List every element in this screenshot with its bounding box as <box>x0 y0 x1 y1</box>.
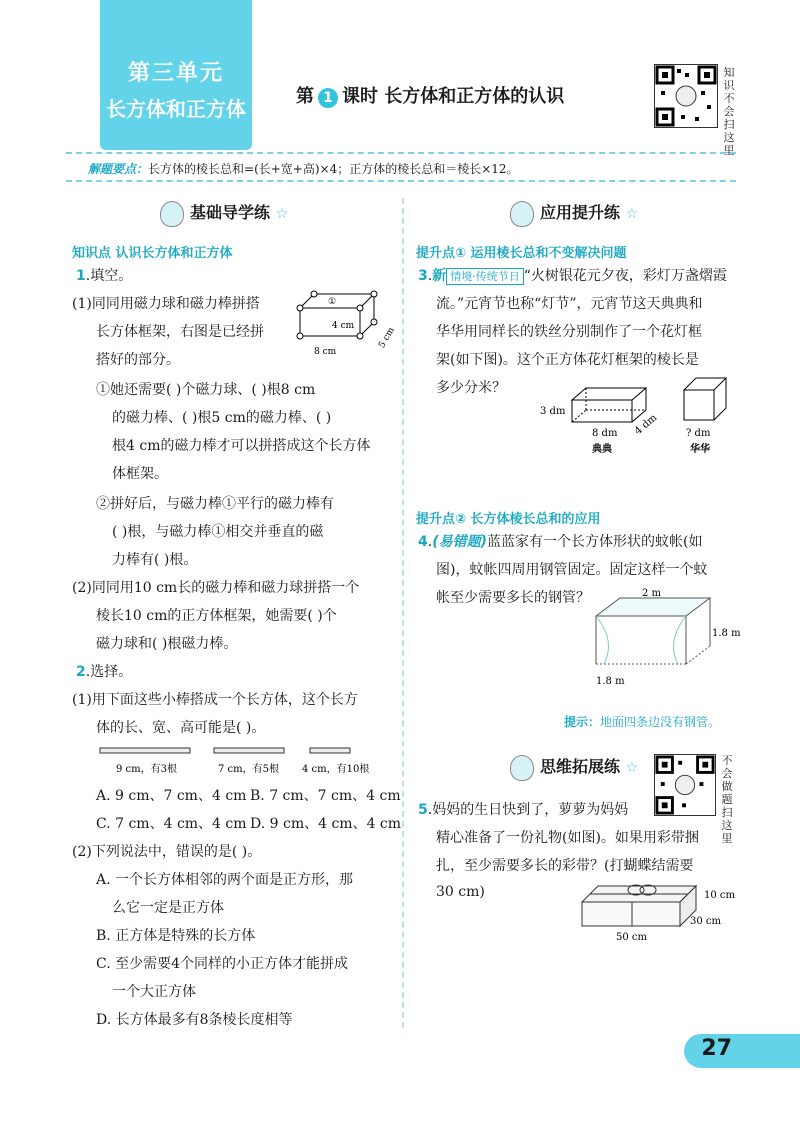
q5-line: 5.妈妈的生日快到了，萝萝为妈妈 <box>418 802 629 818</box>
stick-label: 7 cm，有5根 <box>218 764 279 775</box>
statement-b: B. 正方体是特殊的长方体 <box>96 928 256 944</box>
section-title-basic: 基础导学练 ☆ <box>160 200 288 227</box>
cube-edge-label: ? dm <box>686 428 711 439</box>
net-height-label: 1.8 m <box>712 628 741 639</box>
q5-line: 精心准备了一份礼物(如图)。如果用彩带捆 <box>436 830 699 846</box>
knowledge-point: 知识点 认识长方体和正方体 <box>72 246 233 261</box>
stick-label: 9 cm，有3根 <box>116 764 177 775</box>
q1: 1.填空。 <box>76 268 133 284</box>
lantern-length-label: 8 dm <box>592 428 618 439</box>
mascot-icon <box>510 755 534 781</box>
q2-1: (1)用下面这些小棒搭成一个长方体，这个长方 <box>72 692 358 708</box>
sticks-figure <box>96 744 396 780</box>
star-icon: ☆ <box>275 206 289 222</box>
q1-1-line: (1)同同用磁力球和磁力棒拼搭 <box>72 296 260 312</box>
q5-line: 30 cm) <box>436 884 485 900</box>
width-label: 5 cm <box>377 325 397 350</box>
unit-name: 长方体和正方体 <box>106 97 246 121</box>
name-huahua: 华华 <box>690 444 710 455</box>
q1-1-ii: ( )根，与磁力棒①相交并垂直的磁 <box>112 524 324 540</box>
q4-line: 图)，蚊帐四周用钢管固定。固定这样一个蚊 <box>436 562 708 578</box>
q1-1-i: 的磁力棒、( )根5 cm的磁力棒、( ) <box>112 410 332 426</box>
q4-line: 4.(易错题)蓝蓝家有一个长方体形状的蚊帐(如 <box>418 534 703 550</box>
q1-1-i: 体框架。 <box>112 466 168 482</box>
box-width-label: 30 cm <box>690 916 721 927</box>
q1-1-ii: 力棒有( )根。 <box>112 552 198 568</box>
q1-1-i: 根4 cm的磁力棒才可以拼搭成这个长方体 <box>112 438 371 454</box>
q2-1: 体的长、宽、高可能是( )。 <box>96 720 266 736</box>
net-width-label: 1.8 m <box>596 676 625 687</box>
q3-line: 多少分米？ <box>436 380 506 396</box>
option-a: A. 9 cm、7 cm、4 cm <box>96 788 247 804</box>
q1-1-line: 长方体框架，右图是已经拼 <box>96 324 264 340</box>
length-label: 8 cm <box>314 347 337 357</box>
box-length-label: 50 cm <box>616 932 647 943</box>
lesson-title: 第 1 课时 长方体和正方体的认识 <box>296 86 565 107</box>
q1-2: 棱长10 cm的正方体框架，她需要( )个 <box>96 608 337 624</box>
improvement-point-2: 提升点② 长方体棱长总和的应用 <box>416 512 601 527</box>
q1-1-ii: ②拼好后，与磁力棒①平行的磁力棒有 <box>96 496 334 512</box>
qr-side-label: 知识不会扫这里 <box>723 66 735 157</box>
section-title-apply: 应用提升练 ☆ <box>510 200 638 227</box>
height-label: 4 cm <box>332 321 355 331</box>
lantern-frames-figure <box>536 370 746 460</box>
mascot-icon <box>510 201 534 227</box>
lantern-height-label: 3 dm <box>540 406 566 417</box>
q4-line: 帐至少需要多长的钢管？ <box>436 590 590 606</box>
section-title-extend: 思维拓展练 ☆ <box>510 754 638 781</box>
page-number: 27 <box>701 1036 732 1061</box>
q3-line: 架(如下图)。这个正方体花灯框架的棱长是 <box>436 352 699 368</box>
unit-number: 第三单元 <box>127 61 224 86</box>
mascot-icon <box>160 201 184 227</box>
mosquito-net-figure <box>576 586 746 690</box>
q2-2: (2)下列说法中，错误的是( )。 <box>72 844 262 860</box>
statement-d: D. 长方体最多有8条棱长度相等 <box>96 1012 293 1028</box>
edge-mark-1: ① <box>328 297 337 307</box>
column-divider <box>402 198 404 1028</box>
star-icon: ☆ <box>625 206 639 222</box>
q1-1-line: 搭好的部分。 <box>96 352 180 368</box>
option-b: B. 7 cm、7 cm、4 cm <box>250 788 401 804</box>
unit-tab <box>100 0 252 150</box>
gift-box-figure <box>576 876 746 946</box>
q1-2: 磁力球和( )根磁力棒。 <box>96 636 238 652</box>
qr-code-icon[interactable] <box>654 754 716 816</box>
q3-line: 3.新 情境·传统节日 “火树银花元夕夜，彩灯万盏熠霞 <box>418 268 727 284</box>
statement-c: 一个大正方体 <box>112 984 196 1000</box>
stick-label: 4 cm，有10根 <box>302 764 370 775</box>
statement-a: 么它一定是正方体 <box>112 900 224 916</box>
lesson-number-badge: 1 <box>318 88 338 108</box>
qr-side-label: 不会做题扫这里 <box>721 754 733 845</box>
q3-line: 流。”元宵节也称“灯节”，元宵节这天典典和 <box>436 296 703 312</box>
q3-line: 华华用同样长的铁丝分别制作了一个花灯框 <box>436 324 702 340</box>
magnet-frame-figure <box>294 290 397 360</box>
improvement-point-1: 提升点① 运用棱长总和不变解决问题 <box>416 246 627 261</box>
q1-1-i: ①她还需要( )个磁力球、( )根8 cm <box>96 382 316 398</box>
box-height-label: 10 cm <box>704 890 735 901</box>
star-icon: ☆ <box>625 760 639 776</box>
net-top-label: 2 m <box>642 588 662 599</box>
q2: 2.选择。 <box>76 664 133 680</box>
statement-a: A. 一个长方体相邻的两个面是正方形，那 <box>96 872 354 888</box>
hint: 提示：地面四条边没有钢管。 <box>564 715 721 729</box>
option-d: D. 9 cm、4 cm、4 cm <box>250 816 402 832</box>
qr-code-icon[interactable] <box>654 64 718 128</box>
q1-2: (2)同同用10 cm长的磁力棒和磁力球拼搭一个 <box>72 580 360 596</box>
name-diandian: 典典 <box>592 444 612 455</box>
lantern-width-label: 4 dm <box>632 412 660 438</box>
q5-line: 扎，至少需要多长的彩带？(打蝴蝶结需要 <box>436 858 694 874</box>
statement-c: C. 至少需要4个同样的小正方体才能拼成 <box>96 956 349 972</box>
tip-bar: 解题要点：长方体的棱长总和=(长+宽+高)×4；正方体的棱长总和＝棱长×12。 <box>66 152 736 182</box>
option-c: C. 7 cm、4 cm、4 cm <box>96 816 247 832</box>
